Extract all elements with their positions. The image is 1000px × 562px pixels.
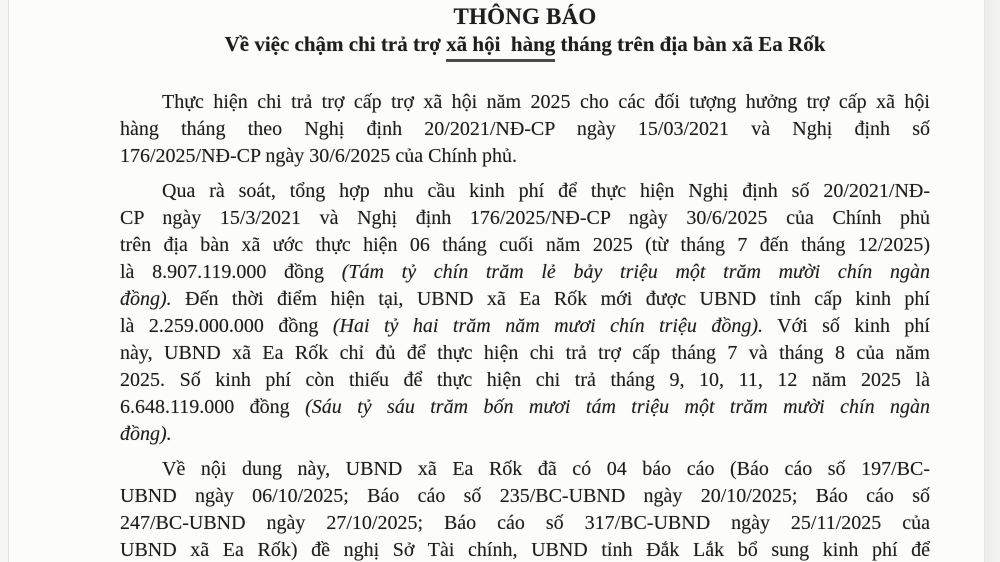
text-segment: này, UBND xã Ea Rốk chỉ đủ để thực hiện chi trả trợ cấp tháng 7 và tháng 8 của năm	[120, 342, 930, 364]
text-line	[120, 456, 930, 483]
text-segment: 6.648.119.000 đồng	[120, 396, 306, 418]
document-content	[120, 3, 930, 562]
subtitle-text-before: Về việc chậm chi trả trợ	[224, 32, 447, 56]
text-line	[120, 89, 930, 116]
text-line	[120, 116, 930, 143]
text-segment: CP ngày 15/3/2021 và Nghị định 176/2025/NĐ-CP ngày 30/6/2025 của Chính phủ	[120, 207, 930, 229]
document-body	[120, 89, 930, 562]
text-segment: 247/BC-UBND ngày 27/10/2025; Báo cáo số 317/BC-UBND ngày 25/11/2025 của	[120, 512, 930, 534]
text-line	[120, 232, 930, 259]
text-segment: Đến thời điểm hiện tại, UBND xã Ea Rốk mới được UBND tỉnh cấp kinh phí	[171, 288, 930, 310]
text-segment: UBND ngày 06/10/2025; Báo cáo số 235/BC-UBND ngày 20/10/2025; Báo cáo số	[120, 485, 930, 507]
text-segment: trên địa bàn xã ước thực hiện 06 tháng cuối năm 2025 (từ tháng 7 đến tháng 12/2025)	[120, 234, 930, 256]
scan-left-page-edge	[0, 0, 9, 562]
text-line	[120, 537, 930, 562]
text-line	[120, 286, 930, 313]
text-line	[120, 367, 930, 394]
text-segment: Về nội dung này, UBND xã Ea Rốk đã có 04 báo cáo (Báo cáo số 197/BC-	[162, 458, 930, 480]
text-line	[120, 483, 930, 510]
text-line	[120, 421, 930, 448]
text-segment: là 8.907.119.000 đồng	[120, 261, 342, 283]
paragraph-3	[120, 456, 930, 562]
amount-in-words-italic: đồng).	[120, 288, 172, 310]
text-segment: UBND xã Ea Rốk) đề nghị Sở Tài chính, UBND tỉnh Đắk Lắk bổ sung kinh phí để	[120, 539, 930, 561]
text-line	[120, 394, 930, 421]
scan-right-page-edge	[984, 0, 1000, 562]
text-segment: là 2.259.000.000 đồng	[120, 315, 333, 337]
amount-in-words-italic: (Sáu tỷ sáu trăm bốn mươi tám triệu một trăm mười chín ngàn	[305, 396, 930, 418]
amount-in-words-italic: (Tám tỷ chín trăm lẻ bảy triệu một trăm mười chín ngàn	[341, 261, 930, 283]
document-title: THÔNG BÁO	[453, 4, 597, 29]
text-line	[120, 259, 930, 286]
document-subtitle	[120, 30, 930, 58]
subtitle-text-after: tháng trên địa bàn xã Ea Rốk	[555, 32, 826, 56]
text-line	[120, 510, 930, 537]
text-segment: 176/2025/NĐ-CP ngày 30/6/2025 của Chính phủ.	[120, 145, 518, 167]
paragraph-1	[120, 89, 930, 170]
text-segment: Thực hiện chi trả trợ cấp trợ xã hội năm 2025 cho các đối tượng hưởng trợ cấp xã hội	[162, 91, 930, 113]
amount-in-words-italic: đồng).	[120, 423, 172, 445]
text-segment: 2025. Số kinh phí còn thiếu để thực hiện chi trả tháng 9, 10, 11, 12 năm 2025 là	[120, 369, 930, 391]
amount-in-words-italic: (Hai tỷ hai trăm năm mươi chín triệu đồng).	[332, 315, 763, 337]
text-line	[120, 313, 930, 340]
text-segment: Qua rà soát, tổng hợp nhu cầu kinh phí để thực hiện Nghị định số 20/2021/NĐ-	[162, 180, 930, 202]
text-segment: hàng tháng theo Nghị định 20/2021/NĐ-CP ngày 15/03/2021 và Nghị định số	[120, 118, 930, 140]
text-segment: Với số kinh phí	[762, 315, 930, 337]
text-line	[120, 340, 930, 367]
text-line	[120, 143, 930, 170]
subtitle-underlined-text: xã hội hàng	[446, 32, 555, 62]
paragraph-2	[120, 178, 930, 448]
text-line	[120, 205, 930, 232]
text-line	[120, 178, 930, 205]
